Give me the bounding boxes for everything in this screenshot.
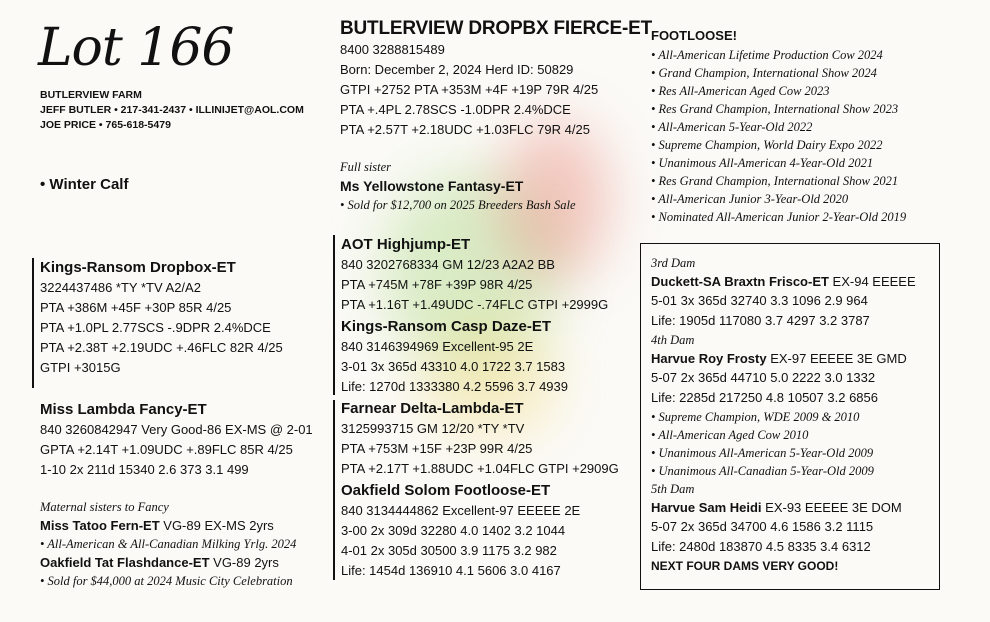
maternal-sisters	[40, 498, 296, 590]
maternal-sister-2-note: • Sold for $44,000 at 2024 Music City Celebration	[40, 574, 293, 588]
maternal-sister-2-name: Oakfield Tat Flashdance-ET	[40, 555, 210, 570]
dam3-score: EX-94 EEEEE	[828, 274, 916, 289]
footloose-item-3: • Res All-American Aged Cow 2023	[651, 84, 830, 98]
farnear-block	[341, 399, 619, 479]
sire-line-4: PTA +2.38T +2.19UDC +.46FLC 82R 4/25	[40, 340, 283, 355]
sire-name: Kings-Ransom Dropbox-ET	[40, 259, 236, 276]
sire-line-3: PTA +1.0PL 2.77SCS -.9DPR 2.4%DCE	[40, 320, 271, 335]
aot-line-2: PTA +745M +78F +39P 98R 4/25	[341, 277, 533, 292]
dam4-label: 4th Dam	[651, 333, 695, 347]
farm-contact-1: JEFF BUTLER • 217-341-2437 • ILLINIJET@AOL.COM	[40, 104, 304, 116]
main-line-3: GTPI +2752 PTA +353M +4F +19P 79R 4/25	[340, 82, 599, 97]
farnear-divider	[333, 400, 335, 580]
main-line-1: 8400 3288815489	[340, 42, 445, 57]
dams-box-content	[651, 254, 916, 575]
dam-name: Miss Lambda Fancy-ET	[40, 401, 207, 418]
footloose-item-7: • Unanimous All-American 4-Year-Old 2021	[651, 156, 874, 170]
dam3-line-1: 5-01 3x 365d 32740 3.3 1096 2.9 964	[651, 293, 868, 308]
dam5-score: EX-93 EEEEE 3E DOM	[761, 500, 902, 515]
main-line-5: PTA +2.57T +2.18UDC +1.03FLC 79R 4/25	[340, 122, 590, 137]
dam4-line-1: 5-07 2x 365d 44710 5.0 2222 3.0 1332	[651, 370, 876, 385]
main-animal	[340, 18, 652, 140]
oakfield-line-4: Life: 1454d 136910 4.1 5606 3.0 4167	[341, 563, 561, 578]
casp-line-3: Life: 1270d 1333380 4.2 5596 3.7 4939	[341, 379, 568, 394]
dam5-line-1: 5-07 2x 365d 34700 4.6 1586 3.2 1115	[651, 519, 874, 534]
dam4-note-4: • Unanimous All-Canadian 5-Year-Old 2009	[651, 464, 874, 478]
farnear-line-2: PTA +753M +15F +23P 99R 4/25	[341, 441, 533, 456]
dam5-header	[651, 498, 916, 517]
dam4-note-2: • All-American Aged Cow 2010	[651, 428, 809, 442]
dam3-name: Duckett-SA Braxtn Frisco-ET	[651, 274, 829, 289]
casp-name: Kings-Ransom Casp Daze-ET	[341, 318, 552, 335]
sire-divider	[32, 258, 34, 388]
dam3-header	[651, 272, 916, 291]
maternal-sister-1-name: Miss Tatoo Fern-ET	[40, 518, 160, 533]
full-sister	[340, 158, 576, 214]
maternal-label: Maternal sisters to Fancy	[40, 500, 169, 514]
dam-line-3: 1-10 2x 211d 15340 2.6 373 3.1 499	[40, 462, 249, 477]
dam4-score: EX-97 EEEEE 3E GMD	[766, 351, 907, 366]
lot-number: Lot 166	[38, 18, 234, 78]
farm-info	[40, 88, 304, 133]
dam4-name: Harvue Roy Frosty	[651, 351, 767, 366]
sire-line-5: GTPI +3015G	[40, 360, 121, 375]
maternal-sister-1-score: VG-89 EX-MS 2yrs	[159, 518, 274, 533]
farm-name: BUTLERVIEW FARM	[40, 89, 142, 101]
sire-block	[40, 258, 283, 378]
dam4-note-1: • Supreme Champion, WDE 2009 & 2010	[651, 410, 860, 424]
dam-line-2: GPTA +2.14T +1.09UDC +.89FLC 85R 4/25	[40, 442, 293, 457]
footloose-title: FOOTLOOSE!	[651, 28, 737, 43]
dam-block	[40, 400, 313, 480]
dam5-name: Harvue Sam Heidi	[651, 500, 762, 515]
oakfield-name: Oakfield Solom Footloose-ET	[341, 482, 551, 499]
full-sister-label: Full sister	[340, 160, 392, 174]
casp-line-1: 840 3146394969 Excellent-95 2E	[341, 339, 534, 354]
aot-line-1: 840 3202768334 GM 12/23 A2A2 BB	[341, 257, 555, 272]
dam5-line-2: Life: 2480d 183870 4.5 8335 3.4 6312	[651, 539, 871, 554]
main-line-4: PTA +.4PL 2.78SCS -1.0DPR 2.4%DCE	[340, 102, 571, 117]
dam5-label: 5th Dam	[651, 482, 695, 496]
farnear-line-1: 3125993715 GM 12/20 *TY *TV	[341, 421, 525, 436]
aot-name: AOT Highjump-ET	[341, 236, 471, 253]
footloose-item-9: • All-American Junior 3-Year-Old 2020	[651, 192, 849, 206]
dams-footer: NEXT FOUR DAMS VERY GOOD!	[651, 559, 839, 573]
sire-line-2: PTA +386M +45F +30P 85R 4/25	[40, 300, 232, 315]
full-sister-note: • Sold for $12,700 on 2025 Breeders Bash Sale	[340, 198, 576, 212]
farnear-line-3: PTA +2.17T +1.88UDC +1.04FLC GTPI +2909G	[341, 461, 619, 476]
aot-line-3: PTA +1.16T +1.49UDC -.74FLC GTPI +2999G	[341, 297, 609, 312]
footloose-item-10: • Nominated All-American Junior 2-Year-Old 2019	[651, 210, 907, 224]
category: • Winter Calf	[40, 176, 129, 193]
footloose-item-4: • Res Grand Champion, International Show 2023	[651, 102, 899, 116]
dam-line-1: 840 3260842947 Very Good-86 EX-MS @ 2-01	[40, 422, 313, 437]
full-sister-name: Ms Yellowstone Fantasy-ET	[340, 178, 524, 194]
farnear-name: Farnear Delta-Lambda-ET	[341, 400, 524, 417]
dam4-note-3: • Unanimous All-American 5-Year-Old 2009	[651, 446, 874, 460]
maternal-sister-2-score: VG-89 2yrs	[209, 555, 279, 570]
footloose-item-2: • Grand Champion, International Show 2024	[651, 66, 877, 80]
dam4-header	[651, 349, 916, 368]
footloose-item-6: • Supreme Champion, World Dairy Expo 2022	[651, 138, 883, 152]
casp-block	[341, 317, 568, 397]
maternal-sister-2	[40, 553, 296, 572]
farm-contact-2: JOE PRICE • 765-618-5479	[40, 119, 171, 131]
casp-line-2: 3-01 3x 365d 43310 4.0 1722 3.7 1583	[341, 359, 566, 374]
oakfield-block	[341, 481, 580, 581]
sire-line-1: 3224437486 *TY *TV A2/A2	[40, 280, 201, 295]
footloose-item-1: • All-American Lifetime Production Cow 2024	[651, 48, 883, 62]
aot-divider	[333, 235, 335, 395]
maternal-sister-1	[40, 516, 296, 535]
dam3-label: 3rd Dam	[651, 256, 696, 270]
maternal-sister-1-note: • All-American & All-Canadian Milking Yrlg. 2024	[40, 537, 297, 551]
aot-block	[341, 235, 608, 315]
dam4-line-2: Life: 2285d 217250 4.8 10507 3.2 6856	[651, 390, 878, 405]
footloose-item-5: • All-American 5-Year-Old 2022	[651, 120, 813, 134]
oakfield-line-1: 840 3134444862 Excellent-97 EEEEE 2E	[341, 503, 581, 518]
main-animal-name: BUTLERVIEW DROPBX FIERCE-ET	[340, 18, 652, 39]
main-line-2: Born: December 2, 2024 Herd ID: 50829	[340, 62, 574, 77]
oakfield-line-3: 4-01 2x 305d 30500 3.9 1175 3.2 982	[341, 543, 557, 558]
footloose-item-8: • Res Grand Champion, International Show 2021	[651, 174, 899, 188]
footloose-section	[651, 26, 906, 226]
dam3-line-2: Life: 1905d 117080 3.7 4297 3.2 3787	[651, 313, 870, 328]
oakfield-line-2: 3-00 2x 309d 32280 4.0 1402 3.2 1044	[341, 523, 566, 538]
